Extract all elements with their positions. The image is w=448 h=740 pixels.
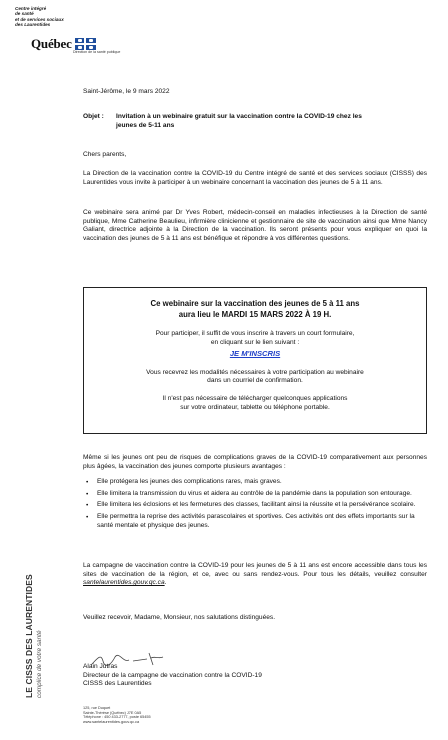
list-item: • Elle permettra la reprise des activités parascolaires et sportives. Ces activités ont des effets importants sur la santé mentale et physique des jeunes. [86, 513, 415, 529]
signer-block [83, 663, 262, 689]
paragraph-campaign: La campagne de vaccination contre la COVID-19 pour les jeunes de 5 à 11 ans est encore accessible dans tous les sites de vaccination de la région, et ce, avec ou sans rendez-vous. Pour tous les détails, veuillez consulter santelaurentides.gouv.qc.ca. [83, 562, 427, 587]
letter-subject [83, 113, 383, 130]
footer-address: 125, rue Duquet Sainte-Thérèse (Québec) J7E 0A5 Téléphone : 450 433-2777, poste 65455 www.santelaurentides.gouv.qc.ca [83, 706, 151, 725]
quebec-flag-icon [75, 38, 96, 50]
org-line: des Laurentides [15, 21, 51, 27]
org-line: de santé [15, 11, 34, 17]
no-app-note: Il n'est pas nécessaire de télécharger quelconques applications sur votre ordinateur, tablette ou téléphone portable. [162, 395, 348, 412]
registration-instructions: Pour participer, il suffit de vous inscrire à travers un court formulaire, en cliquant sur le lien suivant : [155, 330, 355, 346]
website-link[interactable]: santelaurentides.gouv.qc.ca [83, 579, 165, 587]
confirmation-note: Vous recevrez les modalités nécessaires à votre participation au webinaire dans un courriel de confirmation. [146, 368, 364, 385]
org-line: et de services sociaux [15, 16, 64, 22]
side-logo-tagline: complice de votre santé [36, 630, 44, 698]
closing-salutation: Veuillez recevoir, Madame, Monsieur, nos salutations distinguées. [83, 614, 276, 621]
bullet-icon: • [86, 490, 89, 498]
letter-date: Saint-Jérôme, le 9 mars 2022 [83, 88, 170, 95]
paragraph-hosts: Ce webinaire sera animé par Dr Yves Robert, médecin-conseil en maladies infectieuses à la Direction de santé publique, Mme Catherine Beaulieu, infirmière clinicienne et gestionnaire de site de vaccination ainsi que Mme Nancy Galiant, directrice adjointe à la Direction de la vaccination. Ils seront présents pour vous expliquer en quoi la vaccination des jeunes de 5 à 11 ans est bénéfique et répondre à vos différentes questions. [83, 209, 427, 243]
webinar-info-box [83, 287, 427, 434]
greeting: Chers parents, [83, 151, 127, 158]
signer-title: Directeur de la campagne de vaccination contre la COVID-19 [83, 671, 262, 679]
bullet-icon: • [86, 514, 89, 522]
paragraph-benefits: Même si les jeunes ont peu de risques de complications graves de la COVID-19 comparativement aux personnes plus âgées, la vaccination des jeunes comporte plusieurs avantages : [83, 454, 427, 470]
signer-name: Alain Jutras [83, 663, 118, 670]
paragraph-intro: La Direction de la vaccination contre la COVID-19 du Centre intégré de santé et des services sociaux (CISSS) des Laurentides vous invite à participer à un webinaire concernant la vaccination des jeunes de 5 à 11 ans. [83, 170, 427, 186]
letterhead [13, 6, 213, 56]
list-item: • Elle limitera la transmission du virus et aidera au contrôle de la pandémie dans la population son entourage. [86, 489, 412, 498]
bullet-icon: • [86, 479, 89, 486]
subject-label: Objet : [83, 113, 104, 120]
quebec-wordmark: Québec [31, 36, 72, 51]
list-item: • Elle protégera les jeunes des complications rares, mais graves. [86, 478, 282, 486]
register-link[interactable]: JE M'INSCRIS [229, 348, 281, 358]
list-item: • Elle limitera les éclosions et les fermetures des classes, facilitant ainsi la réussite et la persévérance scolaire. [86, 501, 416, 510]
benefits-list [83, 478, 427, 534]
side-logo-title: LE CISSS DES LAURENTIDES [24, 574, 34, 698]
bullet-icon: • [86, 502, 89, 510]
side-logo [24, 574, 48, 698]
signer-organization: CISSS des Laurentides [83, 680, 152, 688]
org-line: Centre intégré [15, 6, 47, 11]
subject-text: Invitation à un webinaire gratuit sur la vaccination contre la COVID-19 chez les jeunes de 5-11 ans [116, 113, 362, 129]
department-name: Direction de la santé publique [73, 50, 121, 54]
cisss-org-name [15, 6, 64, 27]
webinar-title: Ce webinaire sur la vaccination des jeunes de 5 à 11 ans aura lieu le MARDI 15 MARS 2022 À 19 H. [150, 299, 360, 319]
